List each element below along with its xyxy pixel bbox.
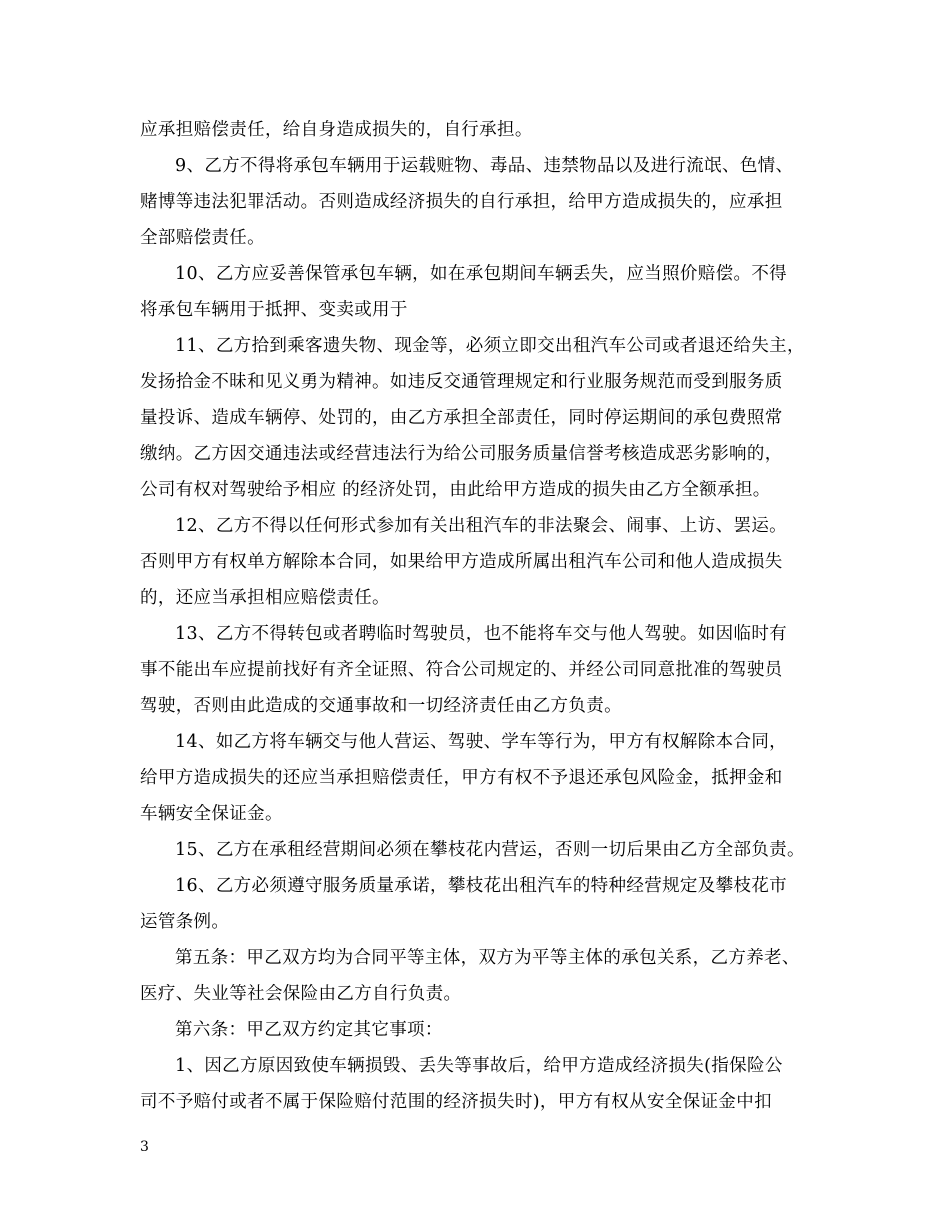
text-line: 16、乙方必须遵守服务质量承诺，攀枝花出租汽车的特种经营规定及攀枝花市 [175,876,788,896]
text-line: 司不予赔付或者不属于保险赔付范围的经济损失时)，甲方有权从安全保证金中扣 [140,1092,772,1112]
text-line: 10、乙方应妥善保管承包车辆，如在承包期间车辆丢失，应当照价赔偿。不得 [175,264,788,284]
text-line: 将承包车辆用于抵押、变卖或用于 [140,300,408,320]
text-line: 给甲方造成损失的还应当承担赔偿责任，甲方有权不予退还承包风险金，抵押金和 [140,768,783,788]
text-line: 缴纳。乙方因交通违法或经营违法行为给公司服务质量信誉考核造成恶劣影响的， [140,444,783,464]
text-line: 全部赔偿责任。 [140,228,265,248]
text-line: 第五条：甲乙双方均为合同平等主体，双方为平等主体的承包关系，乙方养老、 [175,948,800,968]
text-line: 14、如乙方将车辆交与他人营运、驾驶、学车等行为，甲方有权解除本合同， [175,732,788,752]
text-line: 11、乙方拾到乘客遗失物、现金等，必须立即交出租汽车公司或者退还给失主， [175,336,805,356]
text-line: 9、乙方不得将承包车辆用于运载赃物、毒品、违禁物品以及进行流氓、色情、 [175,156,794,176]
text-line: 事不能出车应提前找好有齐全证照、符合公司规定的、并经公司同意批准的驾驶员 [140,660,783,680]
text-line: 驾驶，否则由此造成的交通事故和一切经济责任由乙方负责。 [140,696,622,716]
text-line: 公司有权对驾驶给予相应 的经济处罚，由此给甲方造成的损失由乙方全额承担。 [140,480,771,500]
text-line: 的，还应当承担相应赔偿责任。 [140,588,390,608]
text-line: 量投诉、造成车辆停、处罚的，由乙方承担全部责任，同时停运期间的承包费照常 [140,408,783,428]
text-line: 车辆安全保证金。 [140,804,283,824]
text-line: 第六条：甲乙双方约定其它事项： [175,1020,443,1040]
text-line: 否则甲方有权单方解除本合同，如果给甲方造成所属出租汽车公司和他人造成损失 [140,552,783,572]
text-line: 12、乙方不得以任何形式参加有关出租汽车的非法聚会、闹事、上访、罢运。 [175,516,788,536]
page-number: 3 [140,1139,149,1155]
text-line: 赌博等违法犯罪活动。否则造成经济损失的自行承担，给甲方造成损失的，应承担 [140,192,783,212]
text-line: 医疗、失业等社会保险由乙方自行负责。 [140,984,462,1004]
text-line: 发扬拾金不昧和见义勇为精神。如违反交通管理规定和行业服务规范而受到服务质 [140,372,783,392]
text-line: 运管条例。 [140,912,230,932]
text-line: 13、乙方不得转包或者聘临时驾驶员，也不能将车交与他人驾驶。如因临时有 [175,624,788,644]
text-line: 15、乙方在承租经营期间必须在攀枝花内营运，否则一切后果由乙方全部负责。 [175,840,805,860]
text-line: 应承担赔偿责任，给自身造成损失的，自行承担。 [140,120,533,140]
text-line: 1、因乙方原因致使车辆损毁、丢失等事故后，给甲方造成经济损失(指保险公 [175,1056,783,1076]
